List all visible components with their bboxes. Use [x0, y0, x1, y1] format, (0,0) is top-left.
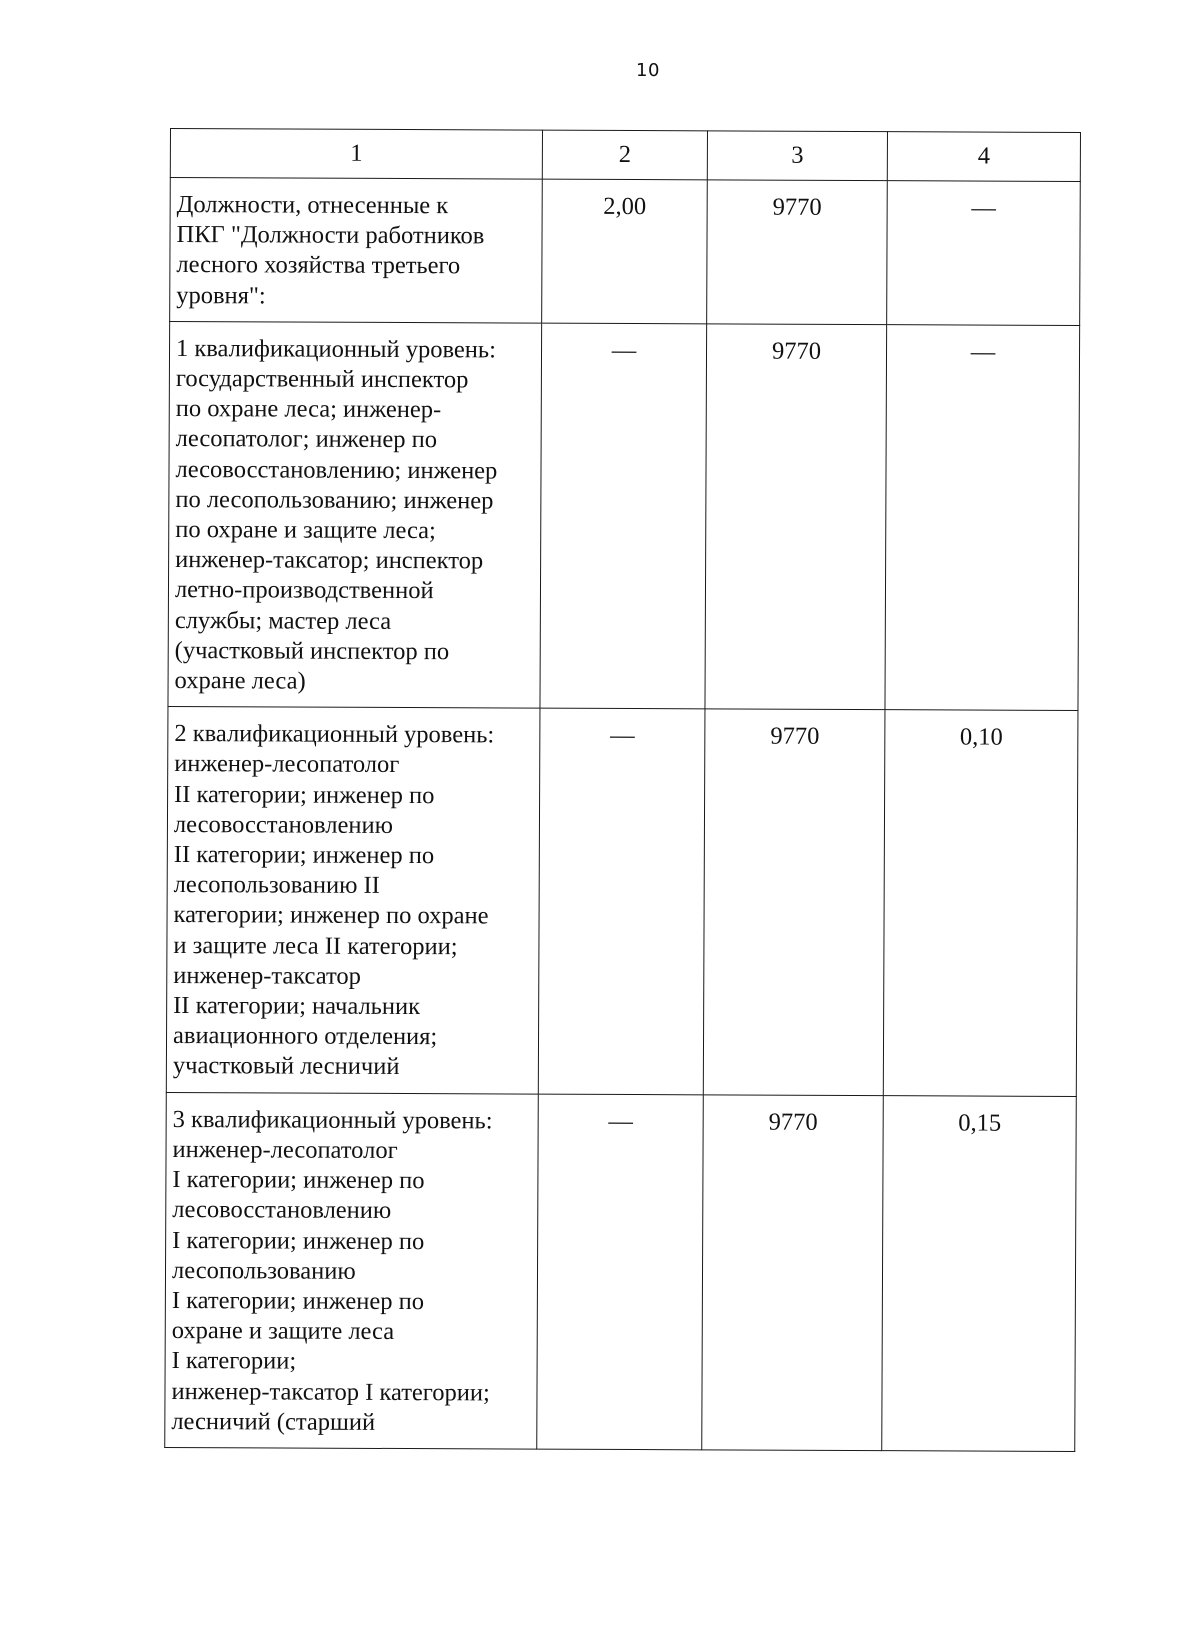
position-cell	[165, 1092, 539, 1449]
table-row	[165, 1092, 1077, 1451]
base-salary-cell: 9770	[702, 1095, 884, 1451]
position-line: II категории; начальник	[173, 992, 421, 1021]
position-line: I категории; инженер по	[172, 1226, 425, 1255]
position-line: лесовосстановлению	[172, 1196, 392, 1225]
position-line: по охране леса; инженер-	[175, 395, 442, 424]
increase-coefficient-cell: —	[885, 324, 1080, 710]
header-col-3: 3	[707, 131, 887, 181]
base-salary-cell: 9770	[705, 324, 887, 710]
base-salary-cell: 9770	[703, 709, 885, 1095]
position-line: охране леса)	[174, 667, 306, 695]
position-line: 1 квалификационный уровень:	[175, 334, 496, 364]
table-header-row	[170, 129, 1080, 182]
position-line: лесного хозяйства третьего	[176, 251, 461, 280]
position-line: службы; мастер леса	[174, 606, 392, 635]
position-line: авиационного отделения;	[172, 1022, 438, 1051]
position-line: лесничий (старший	[171, 1407, 376, 1436]
position-line: инженер-таксатор I категории;	[171, 1377, 490, 1406]
position-line: лесопользованию	[171, 1256, 356, 1285]
coefficient-cell: 2,00	[542, 179, 708, 324]
coefficient-cell: —	[538, 708, 705, 1094]
page-number-text: 10	[636, 60, 660, 81]
position-line: охране и защите леса	[171, 1317, 395, 1346]
header-col-1: 1	[170, 129, 542, 180]
position-cell	[166, 707, 540, 1094]
position-line: инженер-лесопатолог	[174, 750, 400, 779]
position-line: II категории; инженер по	[174, 780, 435, 809]
coefficient-cell: —	[537, 1094, 704, 1450]
position-cell	[170, 178, 543, 323]
position-line: (участковый инспектор по	[174, 636, 450, 666]
table-row	[170, 178, 1081, 326]
position-line: Должности, отнесенные к	[176, 191, 449, 220]
position-line: II категории; инженер по	[173, 841, 435, 870]
increase-coefficient-cell: 0,10	[883, 710, 1078, 1096]
position-line: ПКГ "Должности работников	[176, 221, 485, 250]
header-col-2: 2	[542, 130, 707, 180]
position-line: по лесопользованию; инженер	[175, 485, 494, 515]
position-line: государственный инспектор	[175, 365, 469, 394]
increase-coefficient-cell: 0,15	[882, 1095, 1077, 1451]
position-line: летно-производственной	[174, 576, 434, 605]
position-line: 3 квалификационный уровень:	[172, 1105, 493, 1135]
position-line: 2 квалификационный уровень:	[174, 720, 495, 749]
position-line: инженер-таксатор; инспектор	[175, 546, 484, 575]
position-line: лесовосстановлению	[173, 810, 393, 839]
salary-table	[164, 128, 1081, 1452]
table-row	[168, 321, 1080, 710]
position-line: лесовосстановлению; инженер	[175, 455, 498, 485]
position-line: I категории; инженер по	[172, 1166, 425, 1195]
position-line: I категории; инженер по	[171, 1286, 425, 1316]
position-line: инженер-таксатор	[173, 961, 361, 990]
base-salary-cell: 9770	[707, 180, 888, 325]
position-line: I категории;	[171, 1347, 297, 1375]
position-line: участковый лесничий	[172, 1052, 400, 1081]
position-line: категории; инженер по охране	[173, 901, 489, 930]
position-line: лесопатолог; инженер по	[175, 425, 438, 454]
table-row	[166, 707, 1078, 1096]
position-line: и защите леса II категории;	[173, 931, 458, 960]
increase-coefficient-cell: —	[887, 181, 1081, 326]
page-number	[0, 60, 1200, 81]
position-line: по охране и защите леса;	[175, 516, 436, 545]
position-line: лесопользованию II	[173, 871, 380, 900]
position-line: инженер-лесопатолог	[172, 1135, 398, 1164]
position-line: уровня":	[176, 281, 266, 310]
header-col-4: 4	[887, 132, 1080, 182]
position-cell	[168, 321, 542, 708]
coefficient-cell: —	[540, 323, 707, 709]
